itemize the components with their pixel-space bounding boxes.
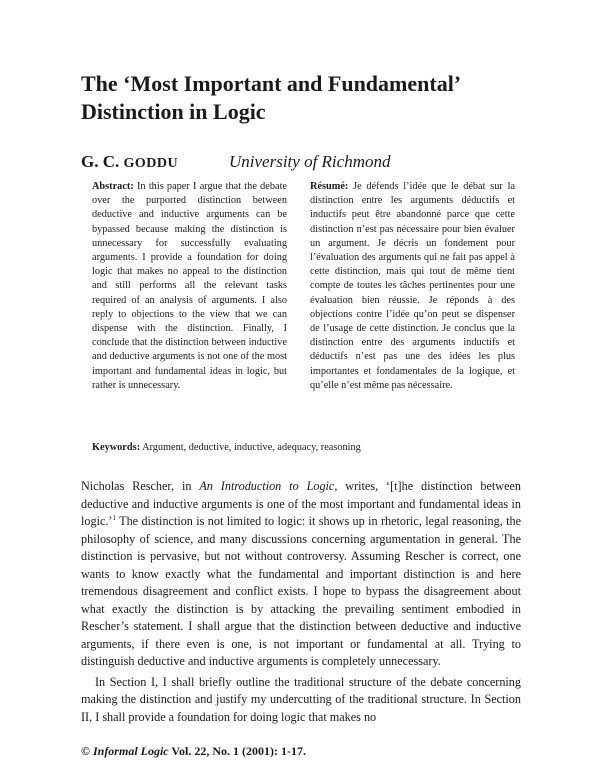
journal-footer bbox=[81, 744, 306, 759]
body-text bbox=[81, 478, 521, 726]
title-line-1: The ‘Most Important and Fundamental’ bbox=[81, 71, 462, 96]
author-initials: G. C. bbox=[81, 152, 124, 171]
keywords-text: Argument, deductive, inductive, adequacy, reasoning bbox=[142, 442, 361, 453]
journal-citation: Vol. 22, No. 1 (2001): 1-17. bbox=[168, 744, 306, 758]
author-affiliation: University of Richmond bbox=[229, 152, 391, 171]
keywords bbox=[92, 442, 512, 453]
footnote-marker: 1 bbox=[112, 513, 116, 522]
body-p1-part-a: Nicholas Rescher, in bbox=[81, 479, 200, 493]
author-surname: GODDU bbox=[123, 156, 179, 171]
title-line-2: Distinction in Logic bbox=[81, 99, 266, 124]
keywords-label: Keywords: bbox=[92, 442, 141, 453]
copyright-symbol: © bbox=[81, 744, 93, 758]
abstract-text: In this paper I argue that the debate over the purported distinction between deductive and inductive arguments can be bypassed because making the distinction is unnecessary for successfully evaluating arguments. I provide a foundation for doing logic that makes no appeal to the distinction and still performs all the relevant tasks required of an analysis of arguments. I also reply to objections to the view that we can dispense with the distinction. Finally, I conclude that the distinction between inductive and deductive arguments is not one of the most important and fundamental ideas in logic, but rather is unnecessary. bbox=[92, 181, 287, 391]
paper-title bbox=[81, 70, 521, 126]
resume-label: Résumé: bbox=[310, 181, 349, 192]
body-p1-part-c: The distinction is not limited to logic: it shows up in rhetoric, legal reasoning, the philosophy of science, and many discussions concerning argumentation in general. The distinction is pervasive, but not without controversy. Assuming Rescher is correct, one wants to know exactly what the fundamental and important distinction is and here tremendous disagreement and conflict exists. I hope to bypass the disagreement about what exactly the distinction is by attacking the prevailing sentiment embodied in Rescher’s statement. I shall argue that the distinction between deductive and inductive arguments, if there even is one, is not important or fundamental at all. Trying to distinguish deductive and inductive arguments is completely unnecessary. bbox=[81, 514, 521, 668]
author-name bbox=[81, 152, 178, 172]
journal-name: Informal Logic bbox=[92, 744, 169, 758]
body-paragraph-2: In Section I, I shall briefly outline the traditional structure of the debate concerning making the distinction and justify my undercutting of the traditional structure. In Section II, I shall provide a foundation for doing logic that makes no bbox=[81, 674, 521, 724]
abstract-english bbox=[92, 180, 287, 393]
resume-text: Je défends l’idée que le débat sur la distinction entre les arguments déductifs et inductifs peut être abandonné parce que cette distinction n’est pas nécessaire pour bien évaluer un argument. Je décris un fondement pour l’évaluation des arguments qui ne fait pas appel à cette distinction, mais qui tout de même tient compte de toutes les tâches pertinentes pour une évaluation bien réussie. Je réponds à des objections contre l’idée qu’on peut se dispenser de l’usage de cette distinction. Je conclus que la distinction entre des arguments inductifs et déductifs n’est pas une des idées les plus importantes et fondamentales de la logique, et qu’elle n’est même pas nécessaire. bbox=[310, 181, 516, 391]
abstract-french bbox=[310, 180, 515, 393]
cited-book-title: An Introduction to Logic bbox=[199, 479, 335, 493]
body-paragraph-1 bbox=[81, 478, 521, 671]
abstract-label: Abstract: bbox=[92, 181, 134, 192]
body-p1-part-b: , writes, ‘[t]he distinction between deductive and inductive arguments is one of the most important and fundamental ideas in logic.’ bbox=[81, 479, 521, 528]
